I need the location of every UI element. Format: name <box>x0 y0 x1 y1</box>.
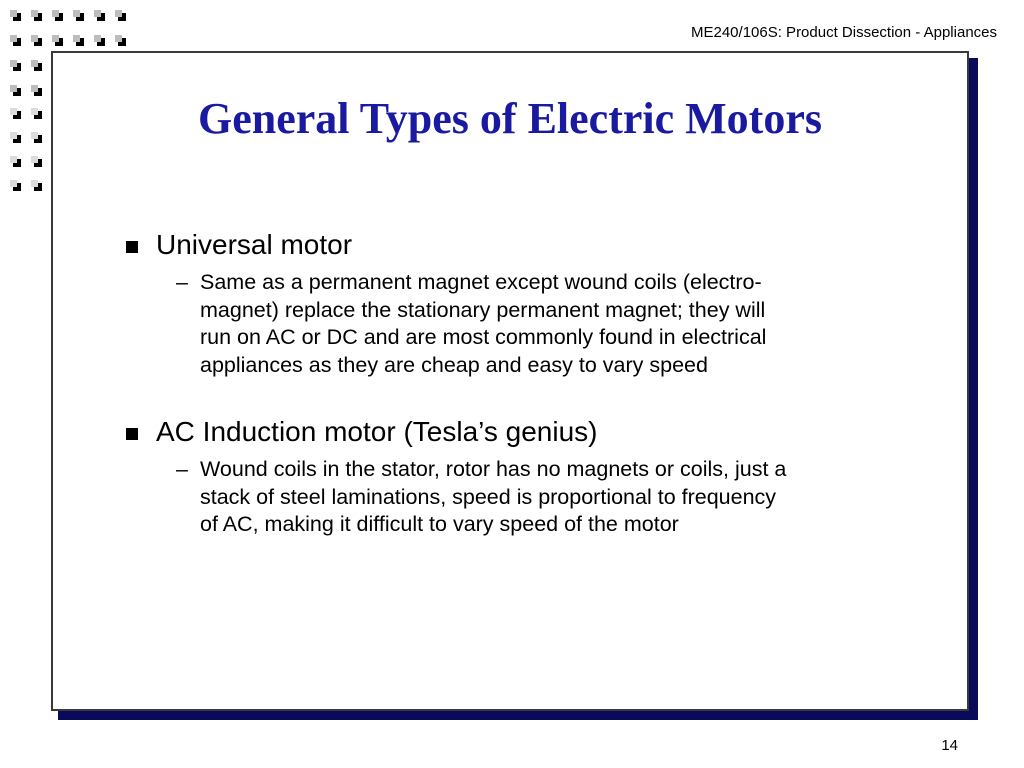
decorative-square-icon <box>31 132 42 143</box>
square-bullet-icon <box>126 428 138 440</box>
decorative-square-icon <box>10 156 21 167</box>
sub-bullet-line: Wound coils in the stator, rotor has no magnets or coils, just a <box>200 457 787 481</box>
decorative-square-icon <box>10 85 21 96</box>
sub-bullet-line: of AC, making it difficult to vary speed of the motor <box>200 512 679 536</box>
sub-bullet <box>123 456 923 539</box>
sub-bullet-line: Same as a permanent magnet except wound coils (electro- <box>200 270 762 294</box>
sub-bullet-line: stack of steel laminations, speed is proportional to frequency <box>200 484 777 509</box>
decorative-square-icon <box>52 10 63 21</box>
decorative-square-icon <box>94 35 105 46</box>
decorative-square-icon <box>31 108 42 119</box>
decorative-square-icon <box>10 132 21 143</box>
decorative-square-icon <box>31 35 42 46</box>
decorative-square-icon <box>73 35 84 46</box>
sub-bullet-line: run on AC or DC and are most commonly found in electrical <box>200 325 767 349</box>
decorative-square-icon <box>31 10 42 21</box>
decorative-square-icon <box>115 35 126 46</box>
decorative-square-icon <box>10 180 21 191</box>
slide-frame <box>51 51 969 711</box>
bullet-heading <box>123 228 923 262</box>
decorative-square-icon <box>10 108 21 119</box>
course-header: ME240/106S: Product Dissection - Appliances <box>691 24 997 41</box>
decorative-square-icon <box>10 60 21 71</box>
decorative-square-icon <box>115 10 126 21</box>
decorative-square-icon <box>73 10 84 21</box>
dash-marker: – <box>176 457 188 481</box>
square-bullet-icon <box>126 241 138 253</box>
sub-bullet-line: magnet) replace the stationary permanent magnet; they will <box>200 297 766 322</box>
sub-bullet-line: appliances as they are cheap and easy to vary speed <box>200 352 708 377</box>
bullet-label: Universal motor <box>156 229 353 260</box>
decorative-square-icon <box>31 60 42 71</box>
sub-bullet <box>123 269 923 379</box>
decorative-square-icon <box>31 85 42 96</box>
bullet-ac-induction-motor <box>123 415 923 539</box>
decorative-square-icon <box>52 35 63 46</box>
bullet-list <box>123 228 923 575</box>
decorative-square-icon <box>31 156 42 167</box>
decorative-square-icon <box>94 10 105 21</box>
decorative-square-icon <box>31 180 42 191</box>
bullet-heading <box>123 415 923 449</box>
bullet-universal-motor <box>123 228 923 379</box>
slide-title: General Types of Electric Motors <box>198 94 822 143</box>
decorative-square-icon <box>10 10 21 21</box>
dash-marker: – <box>176 270 188 294</box>
bullet-label: AC Induction motor (Tesla’s genius) <box>156 416 598 447</box>
decorative-square-icon <box>10 35 21 46</box>
page-number: 14 <box>941 737 958 754</box>
